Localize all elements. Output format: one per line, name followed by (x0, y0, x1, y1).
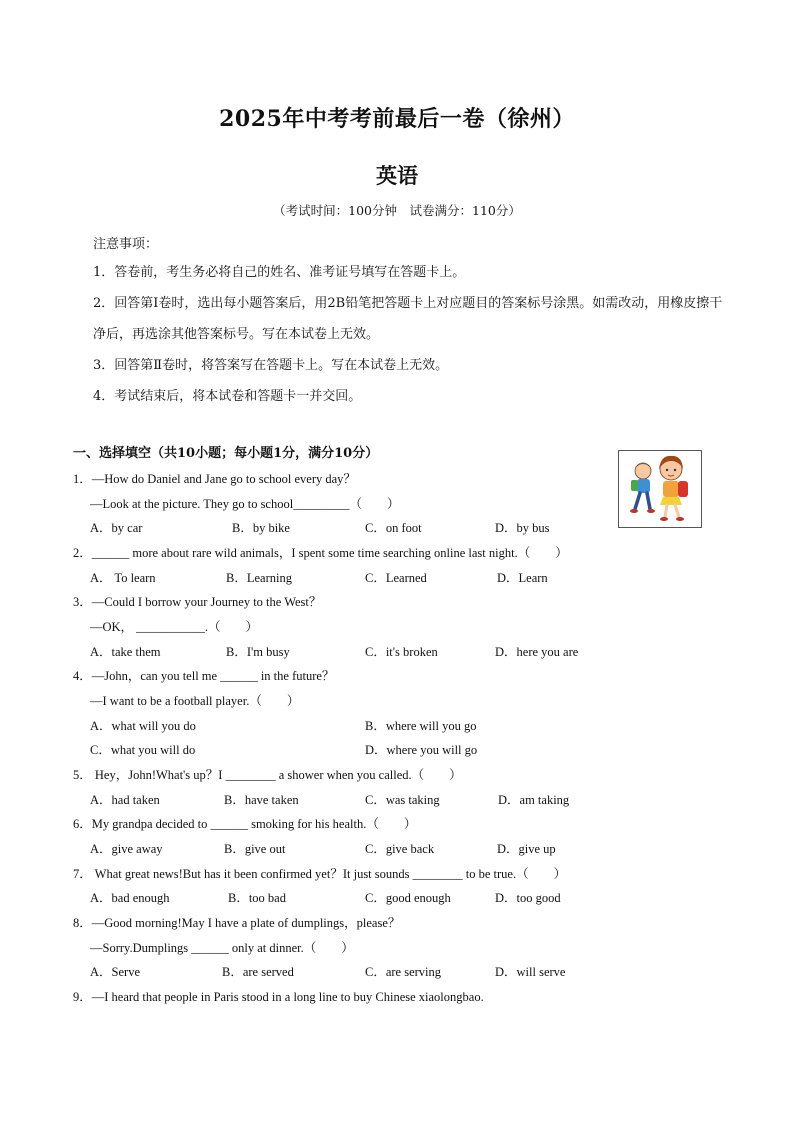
question-2-option-c: C．Learned (365, 571, 427, 585)
question-6-option-a: A．give away (90, 842, 163, 856)
question-8-option-b: B．are served (222, 965, 294, 979)
question-7-stem: 7． What great news!But has it been confirmed yet？It just sounds ________ to be true.（ ） (73, 867, 567, 881)
question-9-stem: 9．—I heard that people in Paris stood in a long line to buy Chinese xiaolongbao. (73, 990, 484, 1004)
question-6-option-b: B．give out (224, 842, 286, 856)
question-6-option-d: D．give up (497, 842, 556, 856)
question-6-stem: 6．My grandpa decided to ______ smoking for his health.（ ） (73, 817, 417, 831)
question-8-option-d: D．will serve (495, 965, 566, 979)
question-1-answer-line: —Look at the picture. They go to school_________（ ） (90, 497, 400, 511)
exam-title: 2025年中考考前最后一卷（徐州） (219, 106, 575, 132)
question-4-option-d: D．where you will go (365, 743, 478, 757)
question-5-stem: 5． Hey，John!What's up？I ________ a shower when you called.（ ） (73, 768, 462, 782)
question-8-answer-line: —Sorry.Dumplings ______ only at dinner.（ ） (90, 941, 354, 955)
section-heading: 一、选择填空（共10小题；每小题1分，满分10分） (73, 446, 379, 461)
question-3-option-c: C．it's broken (365, 645, 438, 659)
question-2-option-d: D．Learn (497, 571, 548, 585)
question-7-option-d: D．too good (495, 891, 561, 905)
question-7-option-b: B．too bad (228, 891, 286, 905)
question-5-option-a: A．had taken (90, 793, 160, 807)
question-3-option-b: B．I'm busy (226, 645, 290, 659)
question-8-option-c: C．are serving (365, 965, 442, 979)
question-3-option-a: A．take them (90, 645, 161, 659)
question-6-option-c: C．give back (365, 842, 435, 856)
children-walking-to-school-illustration (618, 450, 702, 528)
exam-info: （考试时间：100分钟 试卷满分：110分） (273, 203, 521, 218)
question-8-stem: 8．—Good morning!May I have a plate of dumplings，please？ (73, 916, 401, 930)
question-4-option-c: C．what you will do (90, 743, 196, 757)
note-item-4: 4．考试结束后，将本试卷和答题卡一并交回。 (93, 389, 362, 404)
question-1-option-b: B．by bike (232, 521, 290, 535)
question-5-option-b: B．have taken (224, 793, 299, 807)
question-5-option-c: C．was taking (365, 793, 440, 807)
question-3-stem: 3．—Could I borrow your Journey to the West？ (73, 595, 322, 609)
children-walking-icon (619, 451, 701, 527)
question-4-stem: 4．—John，can you tell me ______ in the future？ (73, 669, 335, 683)
question-2-stem: 2．______ more about rare wild animals，I spent some time searching online last night.（ ） (73, 546, 568, 560)
question-2-option-a: A． To learn (90, 571, 156, 585)
question-3-answer-line: —OK， ___________.（ ） (90, 620, 259, 634)
subject-title: 英语 (376, 163, 418, 188)
note-item-2: 2．回答第Ⅰ卷时，选出每小题答案后，用2B铅笔把答题卡上对应题目的答案标号涂黑。如需改动，用橡皮擦干净后，再选涂其他答案标号。写在本试卷上无效。 (93, 296, 723, 342)
question-4-answer-line: —I want to be a football player.（ ） (90, 694, 300, 708)
question-4-option-a: A．what will you do (90, 719, 196, 733)
question-5-option-d: D．am taking (498, 793, 570, 807)
question-1-option-a: A．by car (90, 521, 143, 535)
question-7-option-c: C．good enough (365, 891, 451, 905)
question-4-option-b: B．where will you go (365, 719, 477, 733)
note-item-1: 1．答卷前，考生务必将自己的姓名、准考证号填写在答题卡上。 (93, 265, 466, 280)
notes-heading: 注意事项： (93, 237, 159, 252)
question-7-option-a: A．bad enough (90, 891, 170, 905)
question-2-option-b: B．Learning (226, 571, 292, 585)
question-8-option-a: A．Serve (90, 965, 140, 979)
note-item-3: 3．回答第Ⅱ卷时，将答案写在答题卡上。写在本试卷上无效。 (93, 358, 449, 373)
question-1-option-d: D．by bus (495, 521, 550, 535)
question-1-stem: 1．—How do Daniel and Jane go to school every day？ (73, 472, 356, 486)
question-1-option-c: C．on foot (365, 521, 422, 535)
question-3-option-d: D．here you are (495, 645, 579, 659)
